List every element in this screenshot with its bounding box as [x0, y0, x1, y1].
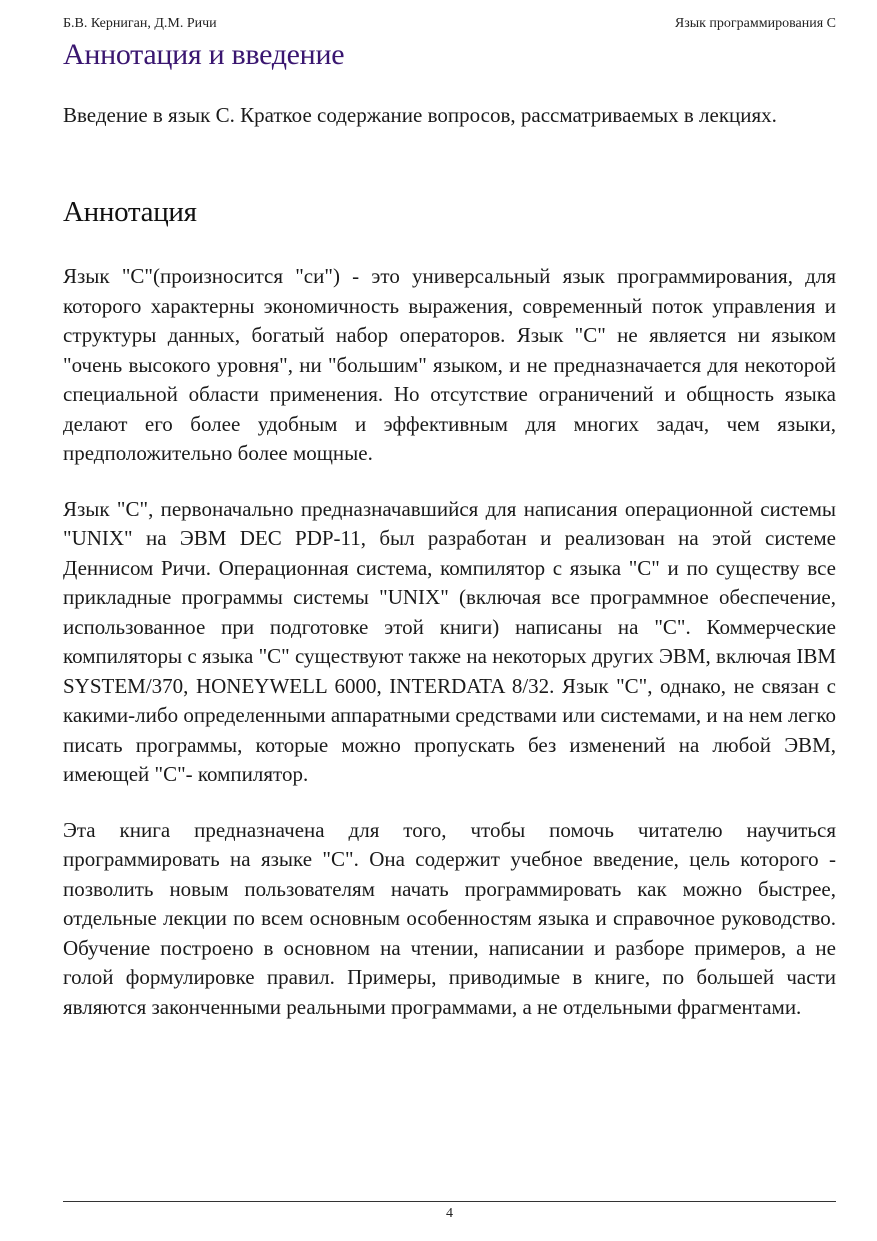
header-book-title: Язык программирования С: [674, 16, 836, 31]
chapter-title: Аннотация и введение: [63, 38, 345, 71]
paragraph-1: Язык "C"(произносится "си") - это универсальный язык программирования, для которого характерны экономичность выражения, современный поток управления и структуры данных, богатый набор операторов. Язык "C" не является ни языком "очень высокого уровня", ни "большим" языком, и не предназначается для некоторой специальной области применения. Но отсутствие ограничений и общность языка делают его более удобным и эффективным для многих задач, чем языки, предположительно более мощные.: [63, 264, 836, 465]
section-title: Аннотация: [63, 196, 197, 228]
document-page: [63, 0, 836, 1241]
footer-divider: [63, 1201, 836, 1202]
running-header: [63, 16, 836, 32]
paragraph-3: Эта книга предназначена для того, чтобы помочь читателю научиться программировать на языке "C". Она содержит учебное введение, цель которого - позволить новым пользователям начать программировать как можно быстрее, отдельные лекции по всем основным особенностям языка и справочное руководство. Обучение построено в основном на чтении, написании и разборе примеров, а не голой формулировке правил. Примеры, приводимые в книге, по большей части являются законченными реальными программами, а не отдельными фрагментами.: [63, 817, 836, 1019]
header-authors: Б.В. Керниган, Д.М. Ричи: [63, 16, 217, 31]
page-number: 4: [446, 1206, 453, 1221]
body-text: [63, 262, 836, 1048]
paragraph-2: Язык "C", первоначально предназначавшийся для написания операционной системы "UNIX" на ЭВМ DEC PDP-11, был разработан и реализован на этой системе Деннисом Ричи. Операционная система, компилятор с языка "C" и по существу все прикладные программы системы "UNIX" (включая все программное обеспечение, использованное при подготовке этой книги) написаны на "C". Коммерческие компиляторы с языка "C" существуют также на некоторых других ЭВМ, включая IBM SYSTEM/370, HONEYWELL 6000, INTERDATA 8/32. Язык "C", однако, не связан с какими-либо определенными аппаратными средствами или системами, и на нем легко писать программы, которые можно пропускать без изменений на любой ЭВМ, имеющей "C"- компилятор.: [63, 496, 836, 786]
intro-paragraph: Введение в язык С. Краткое содержание вопросов, рассматриваемых в лекциях.: [63, 103, 777, 127]
